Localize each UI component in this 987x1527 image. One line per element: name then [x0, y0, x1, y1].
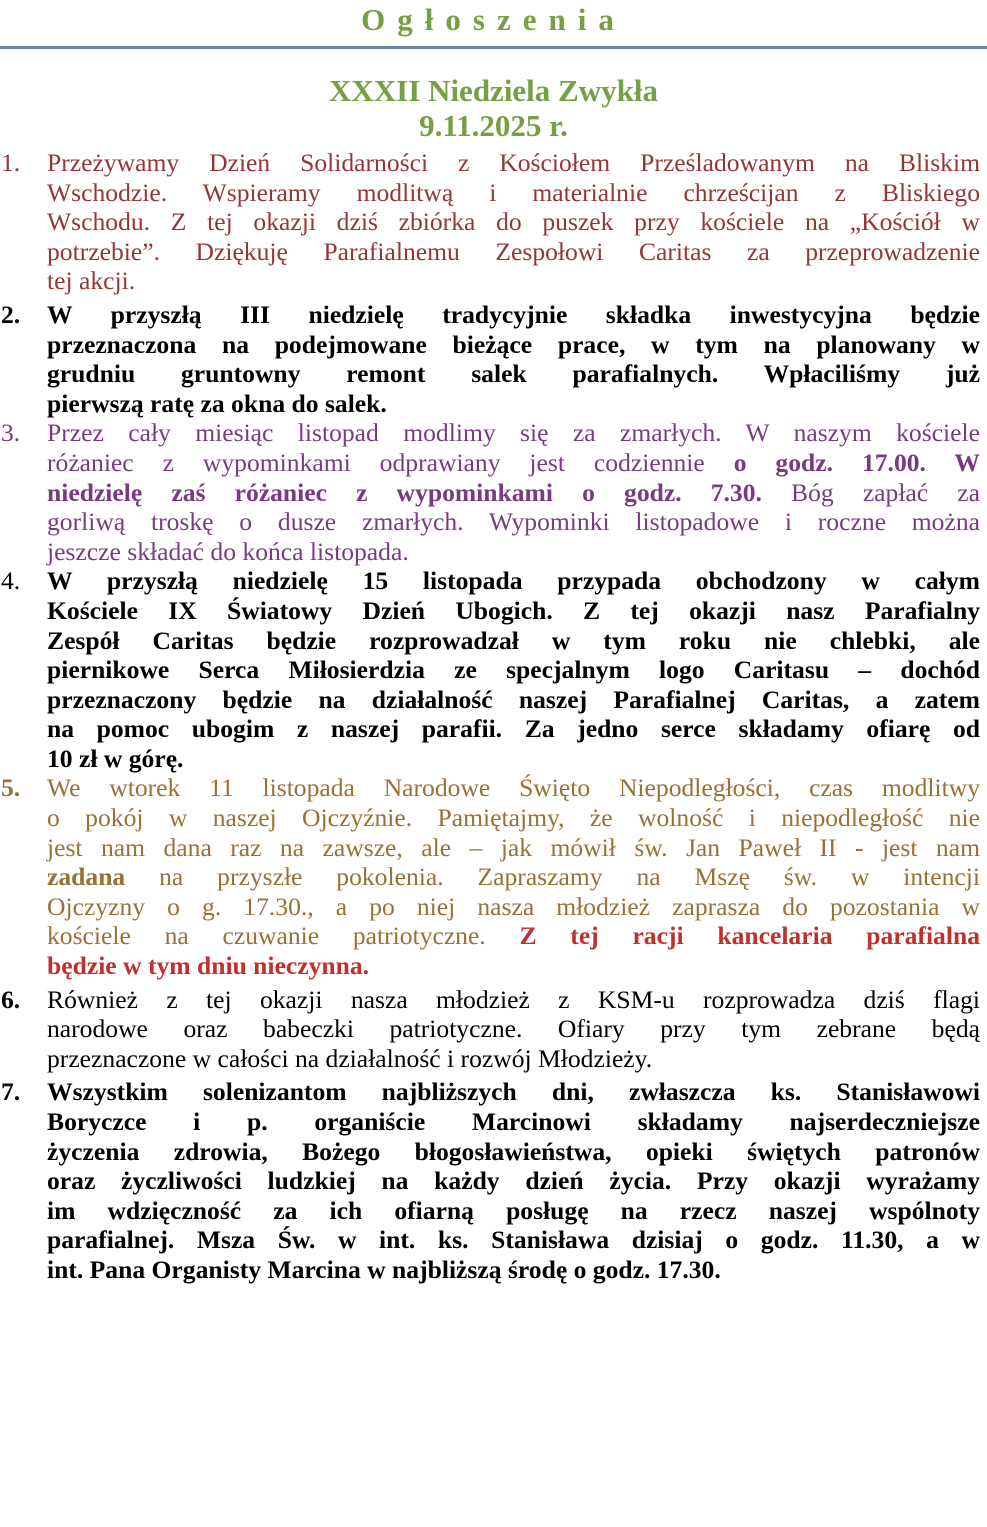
item-line: oraz życzliwości ludzkiej na każdy dzień życia. Przy okazji wyrażamy: [47, 1166, 980, 1196]
item-line: We wtorek 11 listopada Narodowe Święto Niepodległości, czas modlitwy: [47, 773, 980, 803]
item-number: 3.: [1, 418, 21, 448]
title-divider: [0, 46, 987, 49]
item-line: Przeżywamy Dzień Solidarności z Kościołem Prześladowanym na Bliskim: [47, 148, 980, 177]
item-line: potrzebie”. Dziękuję Parafialnemu Zespołowi Caritas za przeprowadzenie: [47, 236, 980, 266]
item-line: im wdzięczność za ich ofiarną posługę na rzecz naszej wspólnoty: [47, 1195, 980, 1225]
item-line: Przez cały miesiąc listopad modlimy się za zmarłych. W naszym kościele: [47, 418, 980, 448]
item-number: 1.: [1, 148, 21, 177]
announcement-item-4: [0, 566, 980, 773]
item-line: [47, 448, 980, 478]
announcements-list: [0, 148, 980, 1285]
announcement-item-7: [0, 1077, 980, 1284]
item-number: 7.: [1, 1077, 21, 1107]
item-line: Wszystkim solenizantom najbliższych dni, zwłaszcza ks. Stanisławowi: [47, 1077, 980, 1107]
item-line: piernikowe Serca Miłosierdzia ze specjalnym logo Caritasu – dochód: [47, 655, 980, 685]
item-line: pierwszą ratę za okna do salek.: [47, 388, 387, 418]
item-line: W przyszłą niedzielę 15 listopada przypada obchodzony w całym: [47, 566, 980, 596]
item-line: przeznaczona na podejmowane bieżące prace, w tym na planowany w: [47, 329, 980, 359]
item-line: Zespół Caritas będzie rozprowadzał w tym roku nie chlebki, ale: [47, 625, 980, 655]
item-line: życzenia zdrowia, Bożego błogosławieństwa, opieki świętych patronów: [47, 1136, 980, 1166]
item-text: różaniec z wypominkami odprawiany jest codziennie: [47, 447, 734, 477]
item-line: przeznaczone w całości na działalność i rozwój Młodzieży.: [47, 1043, 653, 1073]
page-title: Ogłoszenia: [361, 2, 626, 37]
item-number: 2.: [1, 299, 21, 329]
item-line: gorliwą troskę o dusze zmarłych. Wypominki listopadowe i roczne można: [47, 507, 980, 537]
item-line: jeszcze składać do końca listopada.: [47, 536, 409, 566]
item-line: na pomoc ubogim z naszej parafii. Za jedno serce składamy ofiarę od: [47, 714, 980, 744]
item-number: 4.: [1, 566, 21, 596]
sunday-name: XXXII Niedziela Zwykła: [329, 73, 658, 108]
item-line: Boryczce i p. organiście Marcinowi składamy najserdeczniejsze: [47, 1107, 980, 1136]
item-line: Również z tej okazji nasza młodzież z KSM-u rozprowadza dziś flagi: [47, 984, 980, 1014]
announcement-item-6: [0, 985, 980, 1074]
item-line: Wschodzie. Wspieramy modlitwą i materialnie chrześcijan z Bliskiego: [47, 177, 980, 207]
office-closed-notice: Z tej racji kancelaria parafialna: [519, 921, 980, 951]
item-line: parafialnej. Msza Św. w int. ks. Stanisława dzisiaj o godz. 11.30, a w: [47, 1225, 980, 1255]
emphasis-word: zadana: [47, 862, 126, 892]
item-line: int. Pana Organisty Marcina w najbliższą środę o godz. 17.30.: [47, 1254, 721, 1284]
item-line: [47, 478, 980, 508]
office-closed-notice: będzie w tym dniu nieczynna.: [47, 951, 370, 981]
announcement-date: 9.11.2025 r.: [419, 108, 568, 143]
item-line: [47, 862, 980, 892]
item-line: Wschodu. Z tej okazji dziś zbiórka do puszek przy kościele na „Kościół w: [47, 207, 980, 237]
item-line: [47, 921, 980, 951]
item-line: Ojczyzny o g. 17.30., a po niej nasza młodzież zaprasza do pozostania w: [47, 891, 980, 921]
item-text: kościele na czuwanie patriotyczne.: [47, 921, 520, 951]
item-line: jest nam dana raz na zawsze, ale – jak mówił św. Jan Paweł II - jest nam: [47, 832, 980, 862]
item-line: W przyszłą III niedzielę tradycyjnie składka inwestycyjna będzie: [47, 299, 980, 329]
rosary-time-sunday: niedzielę zaś różaniec z wypominkami o godz. 7.30.: [47, 477, 762, 507]
announcement-item-2: [0, 300, 980, 418]
announcement-item-1: [0, 148, 980, 296]
rosary-time-weekday: o godz. 17.00. W: [733, 447, 980, 477]
item-line: tej akcji.: [47, 266, 136, 296]
item-line: narodowe oraz babeczki patriotyczne. Ofiary przy tym zebrane będą: [47, 1014, 980, 1044]
item-number: 6.: [1, 984, 21, 1014]
item-line: Kościele IX Światowy Dzień Ubogich. Z tej okazji nasz Parafialny: [47, 595, 980, 625]
announcement-item-3: [0, 418, 980, 566]
announcement-item-5: [0, 773, 980, 980]
item-line: o pokój w naszej Ojczyźnie. Pamiętajmy, że wolność i niepodległość nie: [47, 803, 980, 833]
item-line: grudniu gruntowny remont salek parafialnych. Wpłaciliśmy już: [47, 359, 980, 389]
item-number: 5.: [1, 773, 21, 803]
item-text: Bóg zapłać za: [761, 477, 980, 507]
item-line: 10 zł w górę.: [47, 743, 184, 773]
item-text: na przyszłe pokolenia. Zapraszamy na Mszę św. w intencji: [125, 862, 980, 892]
item-line: przeznaczony będzie na działalność naszej Parafialnej Caritas, a zatem: [47, 684, 980, 714]
